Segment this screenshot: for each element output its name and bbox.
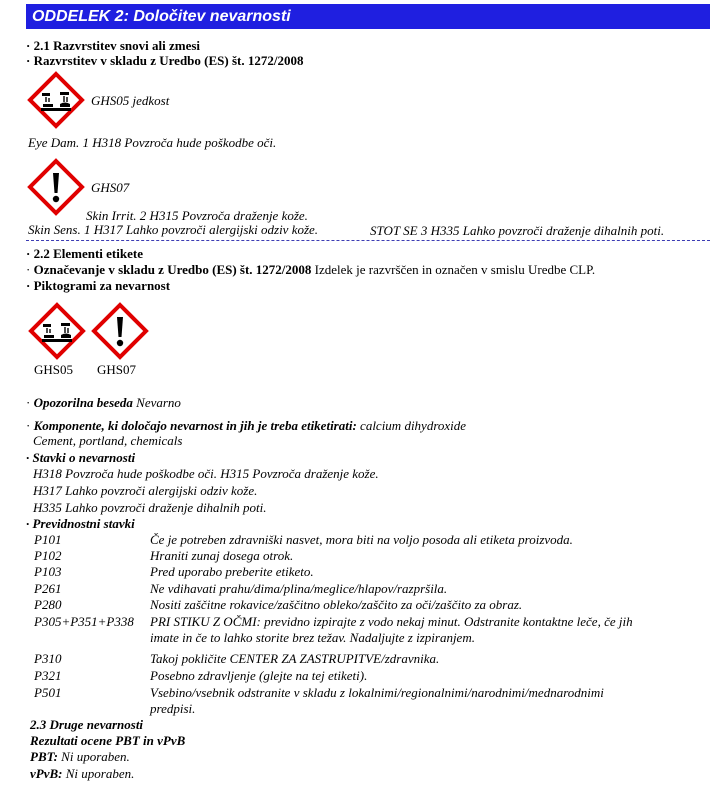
ghs07-exclamation-icon <box>27 158 85 216</box>
precaution-code: P501 <box>34 685 62 700</box>
ghs07-hazard-1: Skin Irrit. 2 H315 Povzroča draženje kože. <box>86 208 308 223</box>
precaution-text: Če je potreben zdravniški nasvet, mora biti na voljo posoda ali etiketa proizvoda. <box>150 532 573 547</box>
ghs07-hazard-2: Skin Sens. 1 H317 Lahko povzroči alergijski odziv kože. <box>28 222 319 237</box>
section-header <box>26 4 710 29</box>
hazard-statement: H318 Povzroča hude poškodbe oči. H315 Povzroča draženje kože. <box>33 466 379 481</box>
precaution-text: PRI STIKU Z OČMI: previdno izpirajte z vodo nekaj minut. Odstranite kontaktne leče, če jih <box>150 614 633 629</box>
hazard-statements-heading: · Stavki o nevarnosti <box>26 450 136 465</box>
precaution-text: Posebno zdravljenje (glejte na tej etiketi). <box>150 668 368 683</box>
precaution-code: P261 <box>34 581 62 596</box>
precaution-text-cont: imate in če to lahko storite brez težav. Nadaljujte z izpiranjem. <box>150 630 475 645</box>
precaution-text: Ne vdihavati prahu/dima/plina/meglice/hlapov/razpršila. <box>150 581 448 596</box>
section-divider <box>26 240 710 241</box>
pbt-subheading: Rezultati ocene PBT in vPvB <box>30 733 186 748</box>
ghs05-corrosion-icon <box>27 71 85 129</box>
heading-2-3: 2.3 Druge nevarnosti <box>30 717 144 732</box>
precaution-text: Pred uporabo preberite etiketo. <box>150 564 314 579</box>
pictogram-label-ghs07: GHS07 <box>97 362 137 377</box>
hazard-statement: H335 Lahko povzroči draženje dihalnih poti. <box>33 500 267 515</box>
pictogram-label-ghs05: GHS05 <box>34 362 74 377</box>
precaution-text: Vsebino/vsebnik odstranite v skladu z lokalnimi/regionalnimi/narodnimi/mednarodnimi <box>150 685 604 700</box>
ghs05-corrosion-icon <box>28 302 86 360</box>
precaution-code: P101 <box>34 532 62 547</box>
heading-2-2: · 2.2 Elementi etikete <box>26 246 143 261</box>
pictograms-heading: · Piktogrami za nevarnost <box>26 278 171 293</box>
signal-word: · Opozorilna beseda Nevarno <box>26 395 181 410</box>
heading-2-1: · 2.1 Razvrstitev snovi ali zmesi <box>26 38 201 53</box>
components-line-2: Cement, portland, chemicals <box>33 433 183 448</box>
precaution-code: P310 <box>34 651 62 666</box>
precaution-text: Takoj pokličite CENTER ZA ZASTRUPITVE/zdravnika. <box>150 651 440 666</box>
ghs05-label: GHS05 jedkost <box>91 93 170 108</box>
ghs05-hazard: Eye Dam. 1 H318 Povzroča hude poškodbe oči. <box>28 135 277 150</box>
precaution-text-cont: predpisi. <box>150 701 196 716</box>
precaution-text: Nositi zaščitne rokavice/zaščitno obleko/zaščito za oči/zaščito za obraz. <box>150 597 523 612</box>
precaution-code: P280 <box>34 597 62 612</box>
classification-subheading: · Razvrstitev v skladu z Uredbo (ES) št. 1272/2008 <box>26 53 304 68</box>
vpvb-line: vPvB: Ni uporaben. <box>30 766 135 781</box>
ghs07-hazard-3: STOT SE 3 H335 Lahko povzroči draženje dihalnih poti. <box>370 223 665 238</box>
precaution-code: P305+P351+P338 <box>34 614 134 629</box>
components-line: · Komponente, ki določajo nevarnost in jih je treba etiketirati: calcium dihydroxide <box>26 418 467 433</box>
labeling-line: · Označevanje v skladu z Uredbo (ES) št. 1272/2008 Izdelek je razvrščen in označen v smislu Uredbe CLP. <box>26 262 596 277</box>
section-title: ODDELEK 2: Določitev nevarnosti <box>32 8 291 25</box>
hazard-statement: H317 Lahko povzroči alergijski odziv kože. <box>33 483 258 498</box>
ghs07-exclamation-icon <box>91 302 149 360</box>
precaution-text: Hraniti zunaj dosega otrok. <box>150 548 294 563</box>
precaution-code: P321 <box>34 668 62 683</box>
precaution-code: P103 <box>34 564 62 579</box>
precautionary-heading: · Previdnostni stavki <box>26 516 135 531</box>
precaution-code: P102 <box>34 548 62 563</box>
ghs07-label: GHS07 <box>91 180 130 195</box>
pbt-line: PBT: Ni uporaben. <box>30 749 130 764</box>
